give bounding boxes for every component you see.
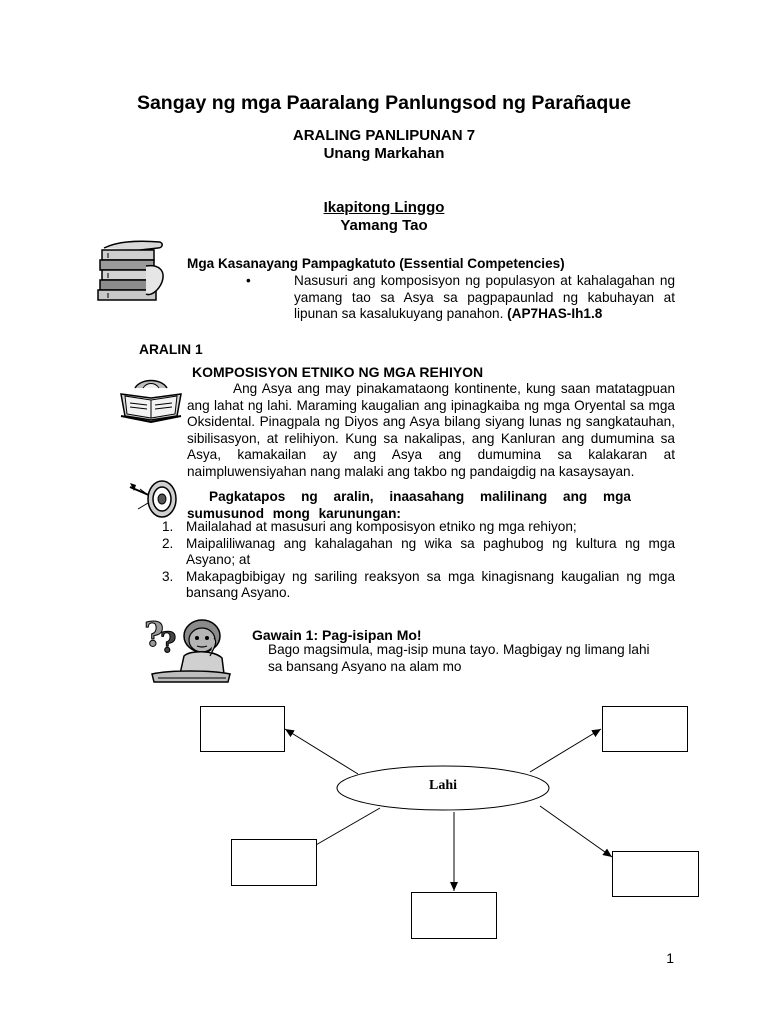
diagram-box-3[interactable] xyxy=(231,839,317,886)
topic-title: Yamang Tao xyxy=(340,217,428,234)
lahi-label: Lahi xyxy=(428,778,457,793)
page-number: 1 xyxy=(666,950,674,966)
lesson-label: ARALIN 1 xyxy=(139,342,203,357)
competency-item: • Nasusuri ang komposisyon ng populasyon at kahalagahan ng yamang tao sa Asya sa pagpapaunlad ng kabuhayan at lipunan sa kasalukuyang panahon. (AP7HAS-Ih1.8 xyxy=(234,273,675,323)
arrow-to-box-5 xyxy=(540,806,612,857)
competency-code: (AP7HAS-Ih1.8 xyxy=(507,306,603,321)
objective-item: 3. Makapagbibigay ng sariling reaksyon sa mga kinagisnang kaugalian ng mga bansang Asyano. xyxy=(162,568,675,600)
svg-text:?: ? xyxy=(160,626,177,659)
objectives-lead: Pagkatapos ng aralin, inaasahang malilinang ang mga sumusunod mong karunungan: xyxy=(187,489,631,521)
competencies-heading: Mga Kasanayang Pampagkatuto (Essential Competencies) xyxy=(187,256,565,271)
activity-instruction: Bago magsimula, mag-isip muna tayo. Magbigay ng limang lahi sa bansang Asyano na alam mo xyxy=(268,642,650,674)
activity-title: Gawain 1: Pag-isipan Mo! xyxy=(252,627,422,643)
quarter-title: Unang Markahan xyxy=(323,145,445,162)
lesson-intro: Ang Asya ang may pinakamataong kontinente, kung saan matatagpuan ang lahat ng lahi. Maraming kaugalian ang ipinagkaiba ng mga Oryental sa mga Oksidental. Pinagpala ng Diyos ang Asya bilang siyang lunas ng sangkatauhan, sibilisasyon, at relihiyon. Kung sa nakalipas, ang Kanluran ang dumumina sa Asya, kamakailan ay ang Asya ang dumumina sa kalakaran at naimpluwensiyahan nang malaki ang takbo ng pandaigdig na kasaysayan. xyxy=(187,381,675,479)
diagram-box-1[interactable] xyxy=(200,706,285,752)
diagram-box-5[interactable] xyxy=(411,892,497,939)
arrow-to-box-1 xyxy=(285,729,358,774)
arrow-to-box-2 xyxy=(530,729,601,772)
svg-text:?: ? xyxy=(144,615,164,655)
subject-title: ARALING PANLIPUNAN 7 xyxy=(292,127,476,144)
objective-item: 2. Maipaliliwanag ang kahalagahan ng wika sa paghubog ng kultura ng mga Asyano; at xyxy=(162,535,675,567)
lesson-title: KOMPOSISYON ETNIKO NG MGA REHIYON xyxy=(192,364,484,380)
diagram-box-2[interactable] xyxy=(602,706,688,752)
objective-item: 1. Mailalahad at masusuri ang komposisyon etniko ng mga rehiyon; xyxy=(162,519,577,534)
division-title: Sangay ng mga Paaralang Panlungsod ng Parañaque xyxy=(136,92,632,114)
diagram-box-4[interactable] xyxy=(612,851,699,897)
week-title: Ikapitong Linggo xyxy=(323,199,445,216)
